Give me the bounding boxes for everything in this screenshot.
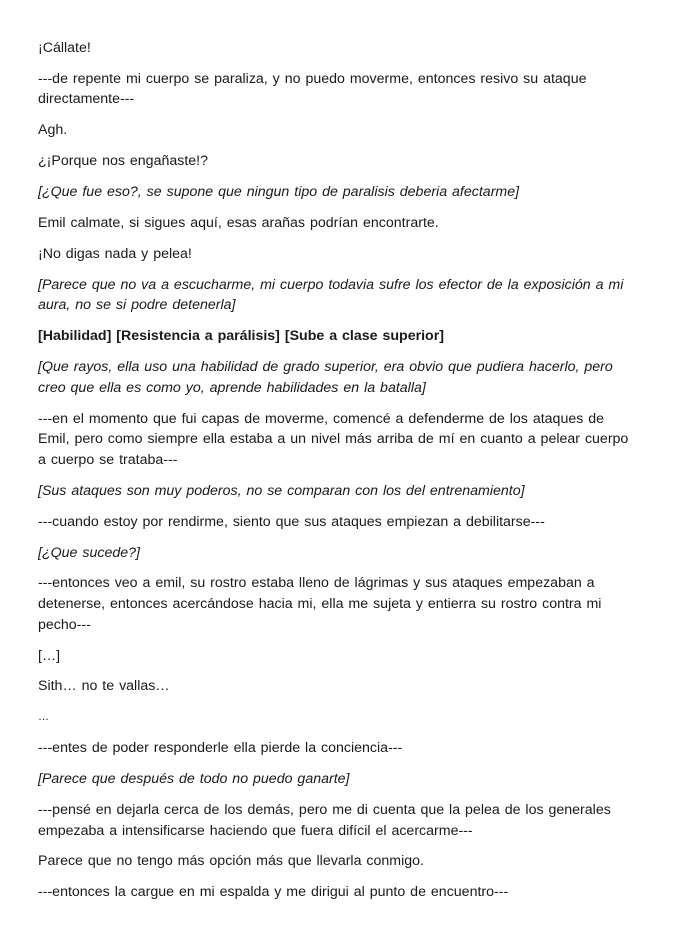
paragraph-3: Agh. (38, 122, 68, 139)
paragraph-7: ¡No digas nada y pelea! (38, 245, 192, 262)
paragraph-2: ---de repente mi cuerpo se paraliza, y no puedo moverme, entonces resivo su ataque directamente--- (38, 70, 587, 108)
paragraph-13: ---cuando estoy por rendirme, siento que sus ataques empiezan a debilitarse--- (38, 513, 545, 530)
paragraph-4: ¿¡Porque nos engañaste!? (38, 153, 208, 170)
paragraph-5-thought: [¿Que fue eso?, se supone que ningun tipo de paralisis deberia afectarme] (38, 184, 520, 201)
paragraph-10-thought: [Que rayos, ella uso una habilidad de grado superior, era obvio que pudiera hacerlo, pero creo que ella es como yo, aprende habilidades en la batalla] (38, 359, 613, 396)
paragraph-22: Parece que no tengo más opción más que llevarla conmigo. (38, 853, 424, 870)
paragraph-8-thought: [Parece que no va a escucharme, mi cuerpo todavia sufre los efector de la exposición a mi aura, no se si podre detenerla] (38, 276, 624, 314)
paragraph-6: Emil calmate, si sigues aquí, esas arañas podrían encontrarte. (38, 215, 439, 232)
paragraph-1: ¡Cállate! (38, 40, 91, 56)
paragraph-16: […] (38, 647, 61, 664)
paragraph-20-thought: [Parece que después de todo no puedo ganarte] (38, 771, 350, 788)
paragraph-14-thought: [¿Que sucede?] (38, 544, 140, 561)
paragraph-17: Sith… no te vallas… (38, 678, 170, 695)
paragraph-19: ---entes de poder responderle ella pierde la conciencia--- (38, 740, 403, 757)
paragraph-12-thought: [Sus ataques son muy poderos, no se comparan con los del entrenamiento] (38, 482, 525, 499)
paragraph-21: ---pensé en dejarla cerca de los demás, pero me di cuenta que la pelea de los generales empezaba a intensificarse haciendo que fuera difícil el acercarme--- (38, 801, 611, 839)
paragraph-15: ---entonces veo a emil, su rostro estaba lleno de lágrimas y sus ataques empezaban a detenerse, entonces acercándose hacia mi, ella me sujeta y entierra su rostro contra mi pecho--- (38, 575, 602, 633)
paragraph-23: ---entonces la cargue en mi espalda y me dirigui al punto de encuentro--- (38, 884, 509, 901)
paragraph-11: ---en el momento que fui capas de moverme, comencé a defenderme de los ataques de Emil, pero como siempre ella estaba a un nivel más arriba de mí en cuanto a pelear cuerpo a cuerpo se trataba--- (38, 410, 629, 468)
paragraph-18-ellipsis: … (38, 711, 49, 724)
paragraph-9-skill-notice: [Habilidad] [Resistencia a parálisis] [Sube a clase superior] (38, 328, 444, 345)
